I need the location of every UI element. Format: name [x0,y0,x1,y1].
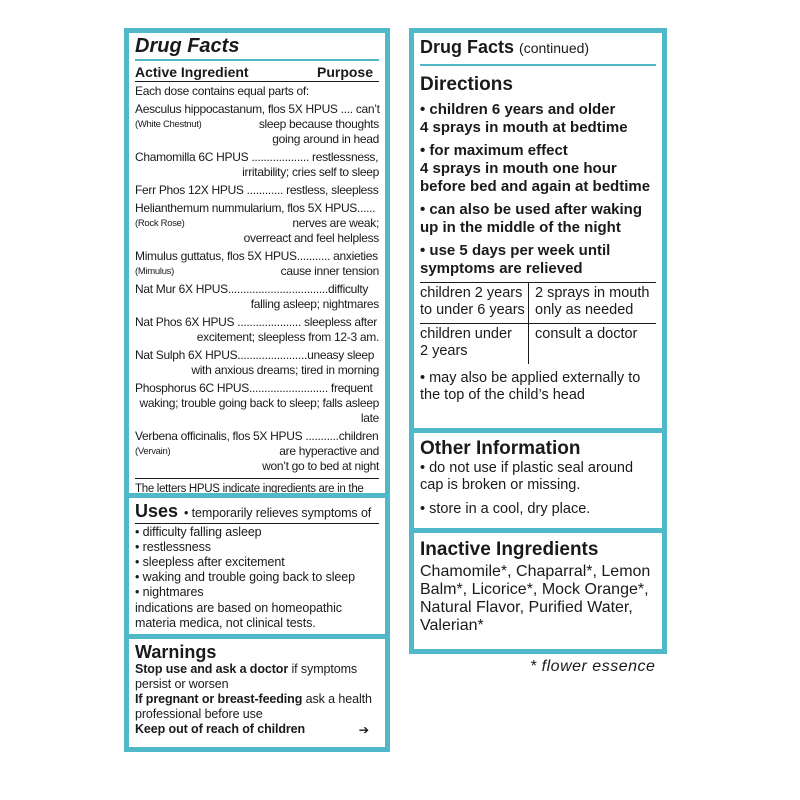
ingredient-common-name: (Mimulus) [135,266,174,277]
inactive-ingredients-box [414,533,662,649]
direction-item: • children 6 years and older 4 sprays in mouth at bedtime [420,101,628,136]
ingredient-purpose: are hyperactive and [279,444,379,458]
warnings-heading: Warnings [135,642,217,662]
ingredient-purpose: irritability; cries self to sleep [242,165,379,179]
uses-note: indications are based on homeopathic materia medica, not clinical tests. [135,601,342,630]
other-information-item: • do not use if plastic seal around cap is broken or missing. [420,460,634,493]
uses-item: • restlessness [135,540,211,554]
ingredient-entry [135,282,379,312]
inactive-ingredients-heading: Inactive Ingredients [420,539,599,560]
ingredient-purpose: excitement; sleepless from 12-3 am. [196,330,379,344]
uses-item: • sleepless after excitement [135,555,285,569]
dosage-amount: consult a doctor [535,326,638,342]
uses-box [129,498,385,634]
drug-facts-continued-title: Drug Facts [420,37,515,57]
drug-facts-title: Drug Facts [135,35,240,57]
ingredient-purpose: nerves are weak; [292,216,379,230]
hpus-note: The letters HPUS indicate ingredients are in the [135,483,364,493]
other-information-box [414,433,662,528]
external-note: • may also be applied externally to the top of the child’s head [420,370,641,403]
dosage-age: children 2 years to under 6 years [420,283,529,323]
ingredients-intro: Each dose contains equal parts of: [135,84,309,98]
directions-heading: Directions [420,74,513,95]
ingredient-name: Chamomilla 6C HPUS ................... restlessness, [135,150,379,164]
ingredient-name: Mimulus guttatus, flos 5X HPUS........... anxieties [135,249,378,263]
directions-list [420,101,656,278]
ingredient-purpose: won’t go to bed at night [262,459,379,473]
dosage-age: children under 2 years [420,324,529,364]
active-ingredients-box [129,33,385,493]
ingredient-entry [135,249,379,279]
continued-label: (continued) [519,40,590,56]
uses-heading: Uses [135,501,179,521]
dosage-amount: 2 sprays in mouth only as needed [535,285,650,318]
ingredient-entry [135,201,379,246]
active-ingredient-header: Active Ingredient [135,64,249,80]
ingredient-name: Nat Sulph 6X HPUS.......................uneasy sleep [135,348,375,362]
purpose-header: Purpose [316,64,373,80]
ingredient-purpose: late [360,411,379,425]
uses-list [135,525,379,600]
ingredient-entry [135,102,379,147]
flower-essence-footnote: * flower essence [530,658,656,675]
other-information-heading: Other Information [420,438,581,459]
other-information-item: • store in a cool, dry place. [420,501,591,517]
ingredient-common-name: (Vervain) [135,446,171,457]
ingredient-purpose: cause inner tension [280,264,379,278]
ingredient-entry [135,150,379,180]
ingredients-list [135,102,379,474]
ingredient-purpose: with anxious dreams; tired in morning [191,363,379,377]
ingredient-purpose: waking; trouble going back to sleep; falls asleep [139,396,379,410]
column-headers [135,64,379,80]
ingredient-purpose: falling asleep; nightmares [250,297,379,311]
direction-item: • for maximum effect 4 sprays in mouth one hour before bed and again at bedtime [420,142,651,195]
ingredient-entry [135,348,379,378]
ingredient-purpose: overreact and feel helpless [243,231,379,245]
ingredient-name: Nat Mur 6X HPUS.................................difficulty [135,282,369,296]
warning-stop-use: Stop use and ask a doctor if symptoms [135,662,358,676]
ingredient-purpose: sleep because thoughts [258,117,379,131]
ingredient-name: Helianthemum nummularium, flos 5X HPUS...... [135,201,376,215]
uses-item: • nightmares [135,585,204,599]
warning-pregnant: If pregnant or breast-feeding ask a health [135,692,372,706]
other-information-list [420,460,656,518]
ingredient-entry [135,315,379,345]
direction-item: • can also be used after waking up in the middle of the night [420,201,642,236]
ingredient-name: Verbena officinalis, flos 5X HPUS ...........children [135,429,379,443]
warning-keep-out: Keep out of reach of children ➔ [135,722,369,737]
ingredient-entry [135,183,379,198]
ingredient-name: Phosphorus 6C HPUS.......................... frequent [135,381,373,395]
ingredient-common-name: (Rock Rose) [135,218,185,229]
dosage-row [420,283,656,324]
uses-lead: • temporarily relieves symptoms of [184,506,372,520]
ingredient-entry [135,381,379,426]
ingredient-common-name: (White Chestnut) [135,119,202,130]
uses-item: • difficulty falling asleep [135,525,262,539]
ingredient-entry [135,429,379,474]
dosage-row [420,324,656,364]
uses-item: • waking and trouble going back to sleep [135,570,355,584]
direction-item: • use 5 days per week until symptoms are relieved [420,242,611,277]
ingredient-purpose: going around in head [272,132,379,146]
dosage-table [420,282,656,364]
ingredient-name: Aesculus hippocastanum, flos 5X HPUS .... can’t [135,102,380,116]
directions-box [414,33,662,428]
warnings-box: Warnings Stop use and ask a doctor if symptoms persist or worsen If pregnant or breast-feeding ask a health professional before use Keep out of reach of children ➔ [129,639,385,747]
continue-arrow-icon: ➔ [358,722,369,737]
ingredient-name: Nat Phos 6X HPUS ..................... sleepless after [135,315,377,329]
ingredient-name: Ferr Phos 12X HPUS ............ restless, sleepless [135,183,379,197]
inactive-ingredients-text: Chamomile*, Chaparral*, Lemon Balm*, Licorice*, Mock Orange*, Natural Flavor, Purified Water, Valerian* [420,563,651,634]
